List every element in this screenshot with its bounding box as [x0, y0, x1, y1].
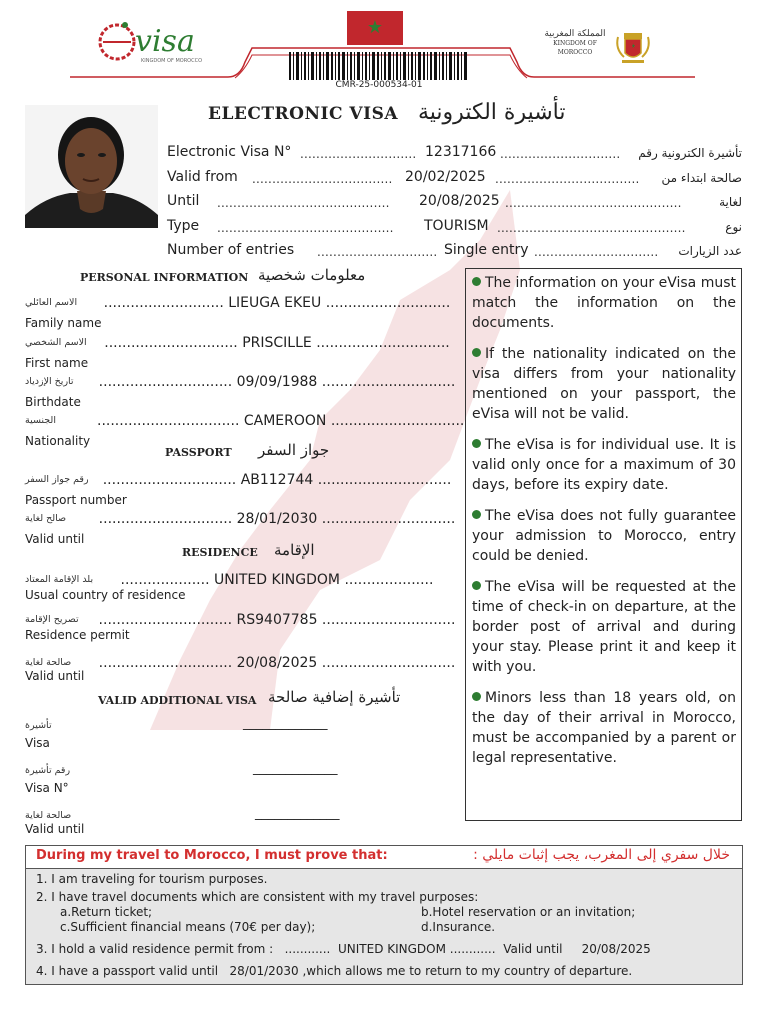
- bullet-icon: [472, 581, 481, 590]
- nationality-label-ar: الجنسية: [25, 415, 56, 426]
- additional-visa-valid-value: _____________: [255, 806, 340, 821]
- residence-country-label: Usual country of residence: [25, 588, 186, 602]
- nationality-label: Nationality: [25, 434, 91, 448]
- visa-details: [167, 142, 747, 265]
- residence-heading: RESIDENCE: [182, 546, 258, 559]
- dots: ...............................................: [497, 220, 686, 235]
- holder-portrait-icon: [25, 105, 158, 228]
- birthdate-label-ar: تاريخ الإزدياد: [25, 376, 74, 387]
- prove-line-2: 2. I have travel documents which are consistent with my travel purposes:: [36, 890, 479, 904]
- info-item: Minors less than 18 years old, on the day of their arrival in Morocco, must be accompanied by a parent or legal representative.: [472, 690, 736, 766]
- additional-visa-valid-label: Valid until: [25, 822, 85, 836]
- residence-valid-label-ar: صالحة لغاية: [25, 657, 72, 668]
- valid-from-row: [167, 167, 747, 192]
- passport-heading-ar: جواز السفر: [258, 441, 330, 459]
- bullet-icon: [472, 277, 481, 286]
- dots: ............................................: [217, 220, 394, 235]
- bullet-icon: [472, 348, 481, 357]
- residence-country-value: .................... UNITED KINGDOM ....................: [120, 572, 434, 588]
- type-label-ar: نوع: [725, 219, 742, 234]
- prove-line-1: 1. I am traveling for tourism purposes.: [36, 872, 268, 886]
- residence-valid-value: .............................. 20/08/2025 ..............................: [98, 655, 456, 671]
- holder-photo: [25, 105, 158, 228]
- personal-heading-ar: معلومات شخصية: [258, 266, 366, 284]
- entries-label-ar: عدد الزيارات: [678, 244, 742, 258]
- residence-permit-value: .............................. RS9407785 ..............................: [98, 612, 456, 628]
- additional-visa-number-value: _____________: [253, 761, 338, 776]
- birthdate-value: .............................. 09/09/1988 ..............................: [98, 374, 456, 390]
- entries-value: Single entry: [444, 242, 529, 258]
- info-item: The eVisa does not fully guarantee your admission to Morocco, entry could be denied.: [472, 508, 736, 564]
- family-name-label-ar: الاسم العائلي: [25, 297, 78, 308]
- barcode-number: CMR-25-000534-01: [335, 80, 423, 90]
- additional-visa-number-label: Visa N°: [25, 781, 69, 795]
- kingdom-label-ar: المملكة المغربية: [544, 29, 606, 39]
- info-item: The eVisa is for individual use. It is valid only once for a maximum of 30 days, before its expiry date.: [472, 437, 736, 493]
- until-value: 20/08/2025: [419, 193, 500, 209]
- first-name-label-ar: الاسم الشخصي: [25, 337, 87, 348]
- residence-permit-label: Residence permit: [25, 628, 130, 642]
- visa-number-row: [167, 142, 747, 167]
- visa-number-label: Electronic Visa N°: [167, 144, 292, 160]
- kingdom-label: [540, 30, 610, 57]
- info-item: The eVisa will be requested at the time of check-in on departure, at the border post of arrival and during your stay. Please print it and keep it with you.: [472, 579, 736, 675]
- nationality-value: ................................ CAMEROON ..............................: [97, 413, 465, 429]
- info-item: The information on your eVisa must match the information on the documents.: [472, 275, 736, 331]
- dots: ..............................: [500, 147, 621, 161]
- until-row: [167, 191, 747, 216]
- valid-from-value: 20/02/2025: [405, 168, 486, 185]
- passport-valid-label: Valid until: [25, 532, 85, 546]
- kingdom-label-en: KINGDOM OF MOROCCO: [553, 40, 597, 56]
- prove-item-d: d.Insurance.: [421, 920, 496, 934]
- type-label: Type: [167, 217, 200, 234]
- first-name-label: First name: [25, 356, 89, 370]
- passport-valid-value: .............................. 28/01/2030 ..............................: [98, 511, 456, 527]
- passport-valid-label-ar: صالح لغاية: [25, 513, 67, 524]
- entries-row: [167, 240, 747, 265]
- valid-from-label: Valid from: [167, 168, 238, 185]
- family-name-value: ........................... LIEUGA EKEU ............................: [103, 295, 451, 311]
- family-name-label: Family name: [25, 316, 102, 330]
- prove-heading-ar: خلال سفري إلى المغرب، يجب إثبات مايلي :: [473, 847, 730, 863]
- passport-number-label: Passport number: [25, 493, 127, 507]
- prove-heading: During my travel to Morocco, I must prove that:: [36, 848, 388, 863]
- bullet-icon: [472, 510, 481, 519]
- residence-valid-label: Valid until: [25, 669, 85, 683]
- personal-heading: PERSONAL INFORMATION: [80, 271, 249, 284]
- dots: ...........................................: [217, 196, 390, 210]
- additional-visa-label: Visa: [25, 736, 50, 750]
- document-title-ar: تأشيرة الكترونية: [418, 100, 566, 125]
- until-label: Until: [167, 193, 200, 209]
- passport-heading: PASSPORT: [165, 446, 232, 459]
- prove-heading-bar: [26, 846, 742, 869]
- dots: ............................................: [505, 196, 682, 210]
- document-title: ELECTRONIC VISA: [208, 104, 399, 124]
- residence-permit-label-ar: تصريح الإقامة: [25, 614, 79, 625]
- info-item: If the nationality indicated on the visa differs from your nationality mentioned on your passport, the eVisa will not be valid.: [472, 346, 736, 422]
- residence-heading-ar: الإقامة: [274, 541, 315, 559]
- visa-number-label-ar: تأشيرة الكترونية رقم: [638, 146, 742, 160]
- entries-label: Number of entries: [167, 242, 295, 258]
- valid-from-label-ar: صالحة ابتداء من: [661, 170, 742, 185]
- dots: .............................: [300, 147, 417, 161]
- bullet-icon: [472, 692, 481, 701]
- passport-number-label-ar: رقم جواز السفر: [25, 474, 89, 485]
- bullet-icon: [472, 439, 481, 448]
- residence-country-label-ar: بلد الإقامة المعتاد: [25, 574, 94, 585]
- prove-item-b: b.Hotel reservation or an invitation;: [421, 905, 636, 919]
- prove-line-3: 3. I hold a valid residence permit from : ............ UNITED KINGDOM ............ Valid until 20/08/2025: [36, 942, 651, 956]
- prove-box: [25, 845, 743, 985]
- until-label-ar: لغاية: [719, 195, 742, 209]
- logo-subtitle: KINGDOM OF MOROCCO: [141, 58, 203, 64]
- additional-visa-heading: VALID ADDITIONAL VISA: [98, 694, 257, 707]
- passport-number-value: .............................. AB112744 ..............................: [102, 472, 452, 488]
- logo-word: visa: [135, 24, 195, 59]
- morocco-flag: [347, 11, 403, 45]
- prove-item-a: a.Return ticket;: [60, 905, 153, 919]
- dots: ....................................: [495, 171, 640, 186]
- additional-visa-number-label-ar: رقم تأشيرة: [25, 765, 71, 776]
- prove-line-4: 4. I have a passport valid until 28/01/2030 ,which allows me to return to my country of departure.: [36, 964, 633, 978]
- additional-visa-value: _____________: [243, 716, 328, 731]
- star-icon: ★: [366, 17, 384, 38]
- visa-number-value: 12317166: [425, 144, 497, 160]
- dots: ...............................: [534, 245, 659, 259]
- additional-visa-valid-label-ar: صالحة لغاية: [25, 810, 72, 821]
- evisa-logo: [95, 18, 215, 68]
- type-row: [167, 216, 747, 241]
- coat-of-arms-icon: [612, 25, 654, 67]
- additional-visa-heading-ar: تأشيرة إضافية صالحة: [268, 688, 401, 706]
- prove-item-c: c.Sufficient financial means (70€ per day);: [60, 920, 316, 934]
- first-name-value: .............................. PRISCILLE ..............................: [104, 335, 450, 351]
- type-value: TOURISM: [424, 217, 489, 234]
- info-box: [465, 268, 742, 821]
- barcode: [289, 52, 469, 80]
- birthdate-label: Birthdate: [25, 395, 81, 409]
- dots: ..............................: [317, 245, 438, 259]
- additional-visa-label-ar: تأشيرة: [25, 720, 52, 731]
- dots: ...................................: [252, 171, 393, 186]
